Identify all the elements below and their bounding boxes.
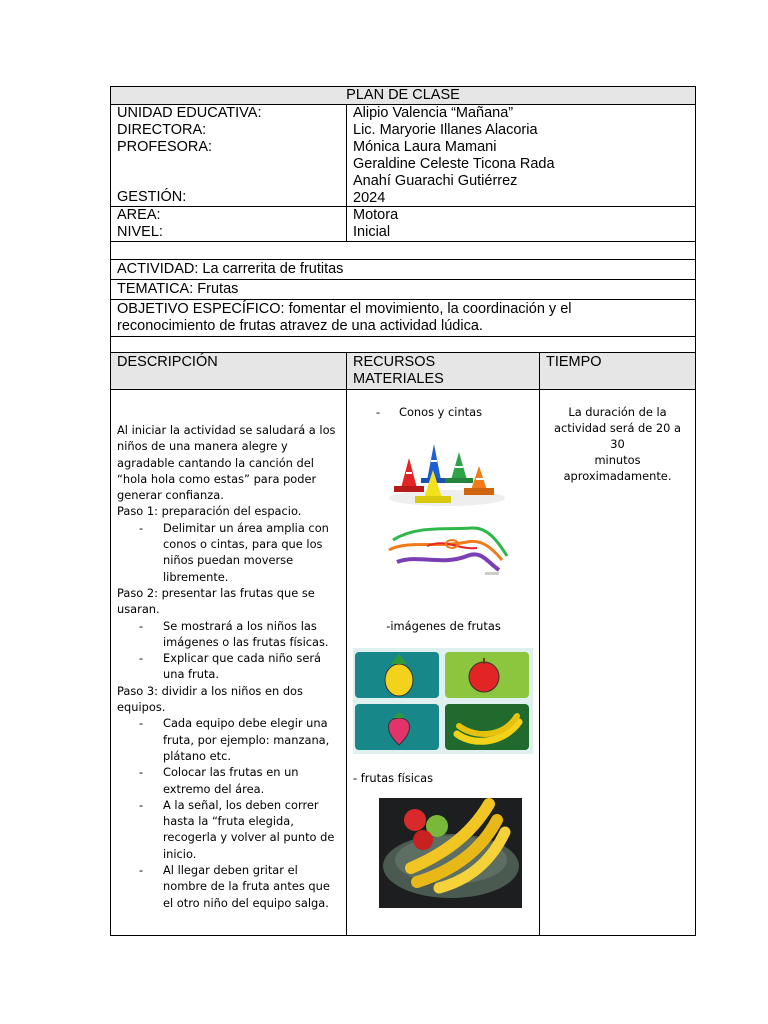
- list-item: - Se mostrará a los niños las imágenes o las frutas físicas.: [163, 618, 340, 651]
- conos-bullet: -: [376, 405, 381, 419]
- value-nivel: Inicial: [353, 224, 391, 240]
- value-gestion: 2024: [353, 190, 386, 206]
- value-directora: Lic. Maryorie Illanes Alacoria: [353, 122, 538, 138]
- header-recursos-line-2: MATERIALES: [353, 371, 444, 387]
- intro-line: agradable cantando la canción del: [117, 455, 314, 470]
- value-area: Motora: [353, 207, 399, 223]
- tiempo-line: actividad será de 20 a 30: [553, 421, 682, 451]
- label-area: AREA:: [117, 207, 161, 223]
- header-descripcion: DESCRIPCIÓN: [111, 353, 347, 389]
- intro-line: generar confianza.: [117, 488, 224, 503]
- imagenes-label: -imágenes de frutas: [386, 619, 501, 633]
- value-unidad: Alipio Valencia “Mañana”: [353, 105, 514, 121]
- cones-image: [387, 440, 507, 508]
- area-nivel-labels: [111, 207, 347, 241]
- label-nivel: NIVEL:: [117, 224, 163, 240]
- paso-3-list: [117, 715, 340, 911]
- intro-line: Al iniciar la actividad se saludará a los: [117, 423, 336, 437]
- tiempo-line: aproximadamente.: [563, 469, 672, 483]
- tiempo-line: minutos: [594, 453, 641, 467]
- list-item: - Al llegar deben gritar el nombre de la fruta antes que el otro niño del equipo salga.: [163, 862, 340, 911]
- actividad-row: [111, 260, 696, 280]
- info-labels: [111, 105, 347, 206]
- header-row: [111, 353, 696, 390]
- label-directora: DIRECTORA:: [117, 122, 207, 138]
- paso-2-list: [117, 618, 340, 683]
- plan-title: PLAN DE CLASE: [111, 87, 696, 104]
- tematica-row: [111, 280, 696, 300]
- fruit-cards-image: [353, 648, 533, 754]
- fruit-bowl-image: [379, 798, 522, 908]
- descripcion-cell: [111, 390, 347, 935]
- objetivo-line-1: OBJETIVO ESPECÍFICO: fomentar el movimiento, la coordinación y el: [117, 301, 572, 317]
- intro-line: “hola hola como estas” para poder: [117, 471, 317, 486]
- intro-line: niños de una manera alegre y: [117, 439, 288, 454]
- area-nivel-values: [347, 207, 696, 241]
- label-gestion: GESTIÓN:: [117, 189, 187, 205]
- objetivo-row: [111, 300, 696, 337]
- header-recursos-line-1: RECURSOS: [353, 354, 436, 370]
- recursos-cell: [347, 390, 540, 935]
- lesson-plan-table: [110, 86, 696, 936]
- list-item: - Colocar las frutas en un extremo del área.: [163, 764, 340, 797]
- header-recursos: [347, 353, 540, 389]
- intro-text: [117, 422, 340, 503]
- value-profesora-1: Mónica Laura Mamani: [353, 139, 497, 155]
- list-item: - Cada equipo debe elegir una fruta, por ejemplo: manzana, plátano etc.: [163, 715, 340, 764]
- content-row: [111, 390, 696, 936]
- objetivo-text: [111, 300, 696, 336]
- paso-1-list: [117, 520, 340, 585]
- value-profesora-3: Anahí Guarachi Gutiérrez: [353, 173, 518, 189]
- paso-1-heading: Paso 1: preparación del espacio.: [117, 504, 302, 519]
- value-profesora-2: Geraldine Celeste Ticona Rada: [353, 156, 555, 172]
- actividad-text: ACTIVIDAD: La carrerita de frutitas: [111, 260, 696, 279]
- label-unidad: UNIDAD EDUCATIVA:: [117, 105, 262, 121]
- ribbons-image: [387, 520, 512, 580]
- paso-2-heading: Paso 2: presentar las frutas que se usaran.: [117, 585, 315, 617]
- paso-3-heading: Paso 3: dividir a los niños en dos equipos.: [117, 683, 303, 715]
- list-item: - A la señal, los deben correr hasta la “fruta elegida, recogerla y volver al punto de inicio.: [163, 797, 340, 862]
- header-tiempo: TIEMPO: [540, 353, 696, 389]
- label-profesora: PROFESORA:: [117, 139, 213, 155]
- tiempo-cell: [540, 390, 696, 935]
- info-values: [347, 105, 696, 206]
- info-row: [111, 105, 696, 207]
- title-row: [111, 87, 696, 105]
- empty-row-2: [111, 337, 696, 353]
- tiempo-line: La duración de la: [568, 405, 667, 419]
- area-nivel-row: [111, 207, 696, 242]
- list-item: - Explicar que cada niño será una fruta.: [163, 650, 340, 683]
- conos-label: Conos y cintas: [399, 405, 483, 419]
- objetivo-line-2: reconocimiento de frutas atravez de una actividad lúdica.: [117, 318, 483, 334]
- list-item: - Delimitar un área amplia con conos o cintas, para que los niños puedan moverse libremente.: [163, 520, 340, 585]
- fisicas-label: - frutas físicas: [353, 771, 434, 785]
- empty-row-1: [111, 242, 696, 260]
- tematica-text: TEMATICA: Frutas: [111, 280, 696, 299]
